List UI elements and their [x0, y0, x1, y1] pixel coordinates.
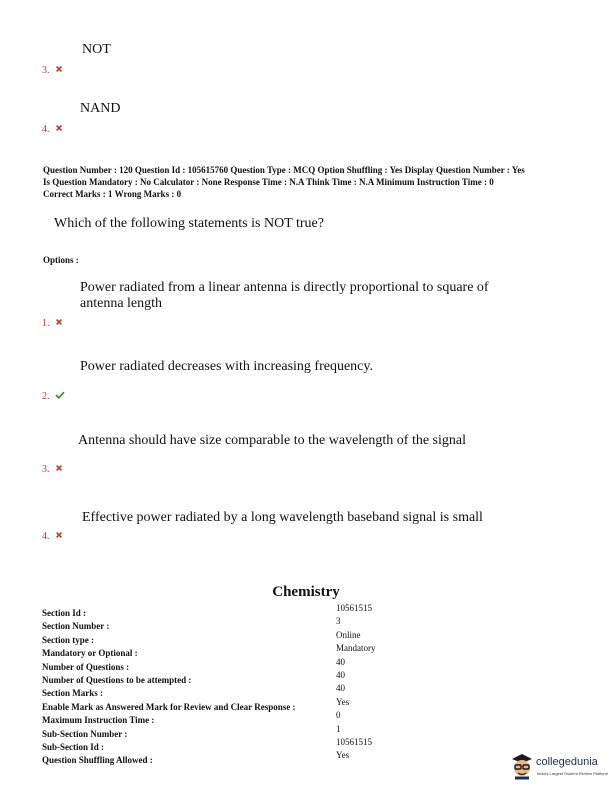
- cross-icon: [55, 124, 63, 132]
- section-row-value: 1: [336, 723, 341, 734]
- section-row-value: Online: [336, 629, 361, 640]
- section-row-label: Sub-Section Id :: [42, 741, 105, 752]
- prev-option-4-text: NAND: [80, 101, 121, 116]
- section-row-label: Mandatory or Optional :: [42, 648, 138, 659]
- prev-option-3-number: [42, 65, 63, 76]
- option-4-number: [42, 531, 63, 542]
- question-meta-line2: Is Question Mandatory : No Calculator : None Response Time : N.A Think Time : N.A Minimum Instruction Time : 0: [43, 177, 494, 187]
- option-2-number: [42, 391, 65, 402]
- option-number: 2.: [42, 391, 50, 402]
- section-row-value: 40: [336, 656, 345, 667]
- section-row-label: Section Marks :: [42, 688, 103, 699]
- section-row: [42, 710, 341, 726]
- section-row: [42, 603, 372, 618]
- question-meta-line3: Correct Marks : 1 Wrong Marks : 0: [43, 189, 182, 199]
- question-meta-line1: Question Number : 120 Question Id : 105615760 Question Type : MCQ Option Shuffling : Yes Display Question Number : Yes: [43, 165, 525, 175]
- section-row: [42, 683, 345, 699]
- collegedunia-logo: [509, 752, 609, 782]
- section-row: [42, 629, 361, 645]
- section-row: [42, 750, 350, 766]
- question-meta: [43, 164, 603, 200]
- cross-icon: [55, 531, 63, 539]
- section-row-value: Yes: [336, 696, 350, 707]
- section-row-value: 40: [336, 683, 345, 694]
- option-1-line2: antenna length: [80, 296, 163, 311]
- section-row-label: Sub-Section Number :: [42, 728, 128, 739]
- option-3-number: [42, 464, 63, 475]
- section-row-value: 3: [336, 616, 341, 627]
- option-1-text: [80, 280, 489, 312]
- section-row: [42, 723, 341, 739]
- option-1-number: [42, 318, 63, 329]
- section-row-label: Question Shuffling Allowed :: [42, 755, 153, 766]
- section-row-label: Number of Questions :: [42, 661, 130, 672]
- section-row-value: 40: [336, 669, 345, 680]
- option-3-text: Antenna should have size comparable to the wavelength of the signal: [78, 433, 466, 448]
- cross-icon: [55, 318, 63, 326]
- logo-name: collegedunia: [536, 756, 598, 768]
- cross-icon: [55, 65, 63, 73]
- section-row-value: 10561515: [336, 603, 372, 613]
- logo-tagline: India's Largest Student Review Platform: [537, 771, 609, 776]
- section-row-label: Section type :: [42, 634, 94, 645]
- prev-option-4-number: [42, 124, 63, 135]
- section-row-label: Maximum Instruction Time :: [42, 715, 155, 726]
- section-row-label: Section Id :: [42, 608, 87, 618]
- section-row: [42, 616, 341, 632]
- section-row: [42, 736, 372, 752]
- option-number: 3.: [42, 65, 50, 76]
- cross-icon: [55, 464, 63, 472]
- section-details-table: [42, 603, 376, 766]
- option-1-line1: Power radiated from a linear antenna is directly proportional to square of: [80, 280, 489, 295]
- option-number: 4.: [42, 531, 50, 542]
- prev-option-3-text: NOT: [82, 42, 111, 57]
- section-row: [42, 696, 350, 712]
- section-row-value: Yes: [336, 750, 350, 761]
- section-row-label: Section Number :: [42, 621, 110, 632]
- option-2-text: Power radiated decreases with increasing frequency.: [80, 359, 373, 374]
- question-text: Which of the following statements is NOT true?: [54, 216, 324, 231]
- section-row-label: Number of Questions to be attempted :: [42, 674, 192, 685]
- section-row-value: 10561515: [336, 736, 372, 747]
- section-row-value: 0: [336, 710, 341, 721]
- options-label: Options :: [43, 255, 79, 265]
- section-title: Chemistry: [272, 584, 340, 600]
- section-row-label: Enable Mark as Answered Mark for Review and Clear Response :: [42, 701, 296, 712]
- section-row-value: Mandatory: [336, 643, 376, 654]
- section-row: [42, 643, 376, 659]
- option-4-text: Effective power radiated by a long wavelength baseband signal is small: [82, 510, 483, 525]
- graduate-mascot-icon: [509, 752, 535, 780]
- option-number: 1.: [42, 318, 50, 329]
- section-row: [42, 669, 345, 685]
- section-row: [42, 656, 345, 672]
- option-number: 3.: [42, 464, 50, 475]
- check-icon: [55, 391, 65, 399]
- option-number: 4.: [42, 124, 50, 135]
